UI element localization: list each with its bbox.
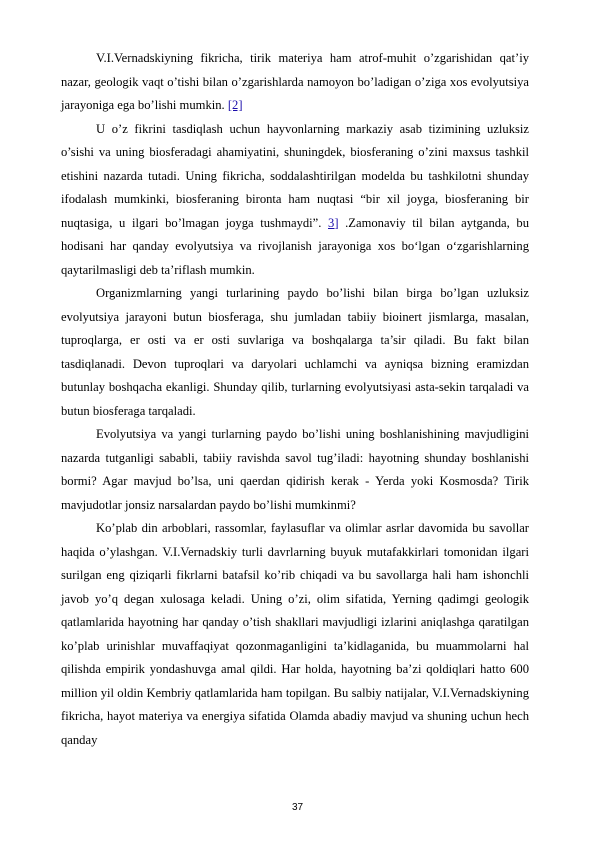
paragraph-2 [61, 118, 529, 283]
paragraph-1 [61, 47, 529, 118]
paragraph-2-text: U o’z fikrini tasdiqlash uchun hayvonlarning markaziy asab tizimining uzluksiz o’sishi va uning biosferadagi ahamiyatini, shuningdek, biosferaning o’zini maxsus tashkil etishini nazarda tutadi. Uning fikricha, soddalashtirilgan modelda bu tashkilotni shunday ifodalash mumkinki, biosferaning bironta ham nuqtasi “bir xil joyga, biosferaning bir nuqtasiga, u ilgari bo’lmagan joyga tushmaydi”. [61, 121, 529, 230]
paragraph-4 [61, 423, 529, 517]
paragraph-2-text-continued: .Zamonaviy til bilan aytganda, bu hodisani har qanday evolyutsiya va rivojlanish jarayoniga xos bo‘lgan o‘zgarishlarning qaytarilmasligi deb ta’riflash mumkin. [61, 215, 529, 277]
paragraph-4-text: Evolyutsiya va yangi turlarning paydo bo’lishi uning boshlanishining mavjudligini nazarda tutganligi sababli, tabiiy ravishda savol tug’iladi: hayotning shunday boshlanishi bormi? Agar mavjud bo’lsa, uni qaerdan qidirish kerak - Yerda yoki Kosmosda? Tirik mavjudotlar jonsiz narsalardan paydo bo’lishi mumkinmi? [61, 427, 529, 512]
paragraph-3-text: Organizmlarning yangi turlarining paydo bo’lishi bilan birga bo’lgan uzluksiz evolyutsiya jarayoni butun biosferaga, shu jumladan tabiiy bioinert jismlarga, masalan, tuproqlarga, er osti va er osti suvlariga va boshqalarga ta’sir qiladi. Bu fakt bilan tasdiqlanadi. Devon tuproqlari va daryolari uchlamchi va ayniqsa bizning eramizdan butunlay boshqacha ekanligi. Shunday qilib, turlarning evolyutsiyasi asta-sekin tarqaladi va butun biosferaga tarqaladi. [61, 286, 529, 418]
paragraph-1-text: V.I.Vernadskiyning fikricha, tirik materiya ham atrof-muhit o’zgarishidan qat’iy nazar, geologik vaqt o’tishi bilan o’zgarishlarda namoyon bo’ladigan o’ziga xos evolyutsiya jarayoniga ega bo’lishi mumkin. [61, 51, 529, 112]
document-body [61, 47, 529, 752]
page-number: 37 [291, 802, 304, 813]
paragraph-5 [61, 517, 529, 752]
paragraph-3 [61, 282, 529, 423]
paragraph-5-text: Ko’plab din arboblari, rassomlar, faylasuflar va olimlar asrlar davomida bu savollar haqida o’ylashgan. V.I.Vernadskiy turli davrlarning buyuk mutafakkirlari tomonidan ilgari surilgan eng qiziqarli fikrlarni batafsil ko’rib chiqadi va bu savollarga hali ham ishonchli javob yo’q degan xulosaga keladi. Uning o’zi, olim sifatida, Yerning qadimgi geologik qatlamlarida hayotning har qanday o’tish shakllari mavjudligi izlarini aniqlashga qaratilgan ko’plab urinishlar muvaffaqiyat qozonmaganligini ta’kidlaganida, bu muammolarni hal qilishda empirik yondashuvga amal qildi. Har holda, hayotning ba’zi qoldiqlari hatto 600 million yil oldin Kembriy qatlamlarida ham topilgan. Bu salbiy natijalar, V.I.Vernadskiyning fikricha, hayot materiya va energiya sifatida Olamda abadiy mavjud va shuning uchun hech qanday [61, 521, 529, 747]
citation-link-3[interactable]: 3] [328, 215, 339, 230]
citation-link-2[interactable]: [2] [227, 98, 243, 112]
